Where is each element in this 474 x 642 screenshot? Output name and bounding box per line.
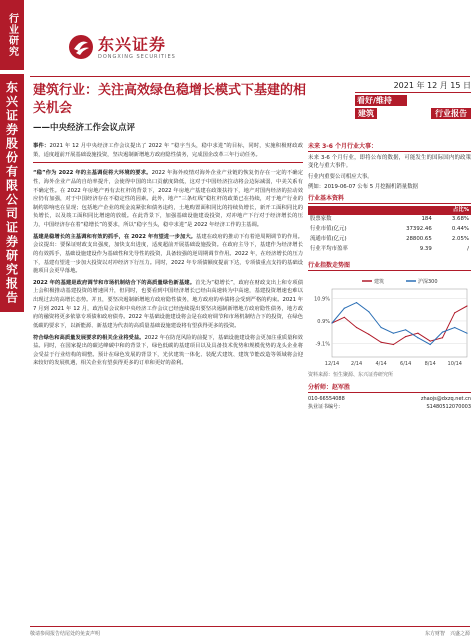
table-row: [308, 215, 471, 225]
chart-point: [393, 332, 394, 333]
chart-point: [331, 322, 332, 323]
outlook-title: 未来 3-6 个月行业大事：: [308, 142, 471, 152]
paragraph-green-infra: [33, 279, 303, 331]
report-type-badge: 行业报告: [431, 108, 471, 119]
table-cell: 2.05%: [451, 236, 469, 243]
table-header-cell: 占比%: [434, 206, 471, 215]
industry-data-table: [308, 206, 471, 255]
body-divider: [33, 162, 303, 163]
infrastructure-heading: 基建是稳增长的主基调和有效的抓手，在 2022 年有望进一步加大。: [33, 233, 197, 240]
chart-x-tick-label: 6/14: [400, 360, 412, 367]
chart-x-tick-label: 4/14: [375, 360, 387, 367]
table-row: [308, 235, 471, 245]
header-divider: [30, 76, 470, 77]
sidebar-category: 行业研究: [6, 13, 18, 57]
sidebar-company-box: [0, 74, 24, 312]
table-row: [308, 245, 471, 255]
logo-mark-icon: [68, 34, 94, 60]
sidebar-company-report: 东兴证券股份有限公司证券研究报告: [4, 81, 19, 305]
chart-plot-frame: [332, 289, 467, 357]
chart-point: [430, 340, 431, 341]
paragraph-stability: [33, 169, 303, 229]
industry-badge: 建筑: [355, 108, 377, 119]
chart-point: [380, 327, 381, 328]
stability-heading: “稳”作为 2022 年的主基调促将大环境的要求。: [33, 170, 152, 177]
page-footer: [30, 626, 470, 640]
green-infra-heading: 2022 年的基建是政府调节和市场机制结合下的高质量绿色新基建。: [33, 279, 196, 286]
index-chart-svg: [308, 275, 471, 371]
main-body: [33, 142, 303, 371]
table-cell: /: [467, 246, 469, 253]
chart-point: [356, 327, 357, 328]
event-text: 2021 年 12 月中央经济工作会议提出了 2022 年 “稳字当头，稳中求进”的目标，同时，实施积极财政政策，适度超前开展基础设施投资，坚决遏制新增地方政府隐性债务，完成国企改革三年行动任务。: [33, 143, 303, 158]
chart-point: [405, 336, 406, 337]
chart-point: [442, 337, 443, 338]
sidebar-category-box: [0, 0, 24, 70]
chart-point: [417, 332, 418, 333]
chart-point: [466, 332, 467, 333]
rating-badge: 看好/维持: [355, 95, 407, 106]
chart-legend-label: 沪深300: [418, 278, 438, 285]
chart-point: [368, 311, 369, 312]
left-sidebar: [0, 0, 24, 642]
table-cell: 流通市值(亿元): [310, 236, 347, 243]
stability-text: 2022 年海外疫情对海外企业产业链的恢复仍存在一定的不确定性，海外企业产品的自给率提升，会使得中国的出口贡献度降低，这对于中国经济拉动将会边际减弱，中美关系有不确定性。在 2022 年房地产再有去杠杆的背景下，2022 年房地产基建在政策扶持下，地产对国内经济的拉动效应仍有加强，对于中国经济存在不稳定性的因素。此外，地产“三条红线”稳杠杆的政策已在持续，对于地产行业的制约影响也在显现；包括地产企业的现金流紧张和债务违约，土地购置面积同比的持续负增长，新开工面积同比的负增长，以及竣工面积同比增速的放缓。在此背景下，加强基础设施建设投资，对冲地产下行对于经济增长的压力，中国经济存在着“稳增长”的要求，所以“稳字当头，稳中求进”是 2022 年经济工作的主基调。: [33, 170, 303, 228]
beneficiaries-text: 2022 年在防范风险的前提下，基础设施建设将会更加注重质量和效益。同时，在国家提出的碳达峰碳中和的背景下，绿色低碳的基建项目以及具备技术优势和规模优势的龙头企业将会受益于行业结构的调整。预计在绿色发展的背景下，光伏建筑一体化、装配式建筑、建筑节能改造等领域将会迎来较好的发展机遇，相关企业有望获得更多的订单和更好的盈利。: [33, 334, 303, 367]
chart-legend-label: 建筑: [374, 278, 385, 285]
chart-point: [430, 344, 431, 345]
analyst-license-number: S1480512070003: [426, 404, 471, 411]
report-subtitle: ——中央经济工作会议点评: [33, 123, 136, 133]
analyst-license-label: 执业证书编号：: [308, 404, 344, 411]
chart-y-tick-label: 10.9%: [314, 295, 330, 302]
table-cell: 行业平均市盈率: [310, 246, 348, 253]
beneficiaries-heading: 符合绿色和高质量发展要求的相关企业将受益。: [33, 334, 145, 341]
table-cell: 股票家数: [310, 216, 332, 223]
chart-point: [368, 333, 369, 334]
chart-x-tick-label: 2/14: [350, 360, 363, 367]
chart-source: 资料来源：恒生聚源、东兴证券研究所: [308, 371, 394, 378]
analyst-row: [308, 395, 471, 403]
company-logo: [68, 32, 180, 68]
chart-point: [466, 305, 467, 306]
logo-name-cn: 东兴证券: [98, 35, 167, 54]
analyst-phone: 010-66554088: [308, 396, 345, 403]
table-cell: 37392.46: [406, 226, 432, 233]
infrastructure-text: 基建在政府的推动下有着逆周期调节的作用。会议提出：要保证财政支出强度，加快支出进度，适度超前开展基础设施投资。在政府主导下，基建作为经济增长的有效抓手，基础设施建设作为基础性和先导性的投资，具备较强的逆周期调节作用。2022 年，在经济增长的压力下，基建有望进一步加大投资以对冲经济下行压力。同时，2022 年专项债额度提前下达，专项债重点支持的基础设施项目会更早落地。: [33, 233, 303, 275]
footer-slogan: 东方财智 兴盛之源: [424, 631, 470, 637]
paragraph-beneficiaries: [33, 334, 303, 368]
paragraph-infrastructure: [33, 233, 303, 276]
analyst-row: [308, 403, 471, 411]
chart-point: [344, 307, 345, 308]
table-cell: 28800.65: [406, 236, 432, 243]
chart-x-tick-label: 12/14: [324, 360, 340, 367]
chart-y-tick-label: 0.9%: [317, 318, 330, 325]
chart-point: [393, 344, 394, 345]
table-header-row: [308, 206, 471, 215]
outlook-text: 未来 3-6 个月行业，即将公布的数据，可能发生的国际国内的政策变化与重大事件。: [308, 155, 471, 170]
table-cell: 184: [421, 216, 432, 223]
chart-point: [442, 331, 443, 332]
table-row: [308, 225, 471, 235]
chart-point: [380, 341, 381, 342]
table-cell: 9.39: [419, 246, 432, 253]
chart-x-tick-label: 8/14: [424, 360, 436, 367]
chart-point: [405, 329, 406, 330]
footer-disclaimer: 敬请参阅报告结尾处的免责声明: [30, 631, 101, 637]
chart-title: 行业指数走势图: [308, 261, 471, 271]
report-info-box: [355, 80, 471, 119]
chart-y-tick-label: -9.1%: [315, 341, 330, 348]
chart-point: [454, 327, 455, 328]
industry-data-title: 行业基本资料: [308, 194, 471, 204]
paragraph-event: [33, 142, 303, 159]
table-header-cell: [381, 206, 433, 215]
chart-point: [417, 337, 418, 338]
analyst-title: 分析师：赵军胜: [308, 383, 471, 393]
chart-series-line-industry: [332, 306, 467, 345]
info-divider: [355, 92, 471, 93]
table-cell: 3.68%: [451, 216, 469, 223]
right-column: [308, 142, 471, 411]
green-infra-text: 首先为“稳增长”，政府在财政支出上和专项债上会积极推动基建投资的增速回升，但同时，也要看到中国经济增长已经由高速转为中高速，基建投资增速也难以出现过去的高增长态势。并且，要坚决遏制新增地方政府隐性债务，地方政府的举债将会受到严格的约束。2021 年 7 月到 2021 年 12 月，政治局会议和中央经济工作会议已经连续提出要坚决遏制新增地方政府隐性债务，地方政府的融资将更多依靠专项债和政府债券。2022 年基础设施建设将会是在政府调节和市场机制结合下的投资，在绿色低碳的要求下，以新能源、新基建为代表的高质量基础设施建设将有望获得更多的投资。: [33, 279, 303, 329]
index-chart: [308, 275, 471, 371]
event-label: 事件：: [33, 143, 50, 149]
chart-point: [454, 312, 455, 313]
report-date: 2021 年 12 月 15 日: [393, 81, 471, 90]
analyst-email: zhaojs@dxzq.net.cn: [420, 396, 471, 403]
report-title: 建筑行业：关注高效绿色稳增长模式下基建的相关机会: [33, 83, 307, 116]
logo-name-en: DONGXING SECURITIES: [98, 54, 176, 60]
chart-point: [356, 302, 357, 303]
table-header-cell: [308, 206, 381, 215]
table-cell: 0.44%: [451, 226, 469, 233]
outlook-line3: 例如：2019-06-07 公布 5 月挖掘机销量数据: [308, 184, 418, 191]
table-cell: 行业市值(亿元): [310, 226, 347, 233]
chart-point: [344, 316, 345, 317]
chart-x-tick-label: 10/14: [447, 360, 462, 367]
outlook-line2: 行业内重要公司相应大事。: [308, 173, 373, 180]
